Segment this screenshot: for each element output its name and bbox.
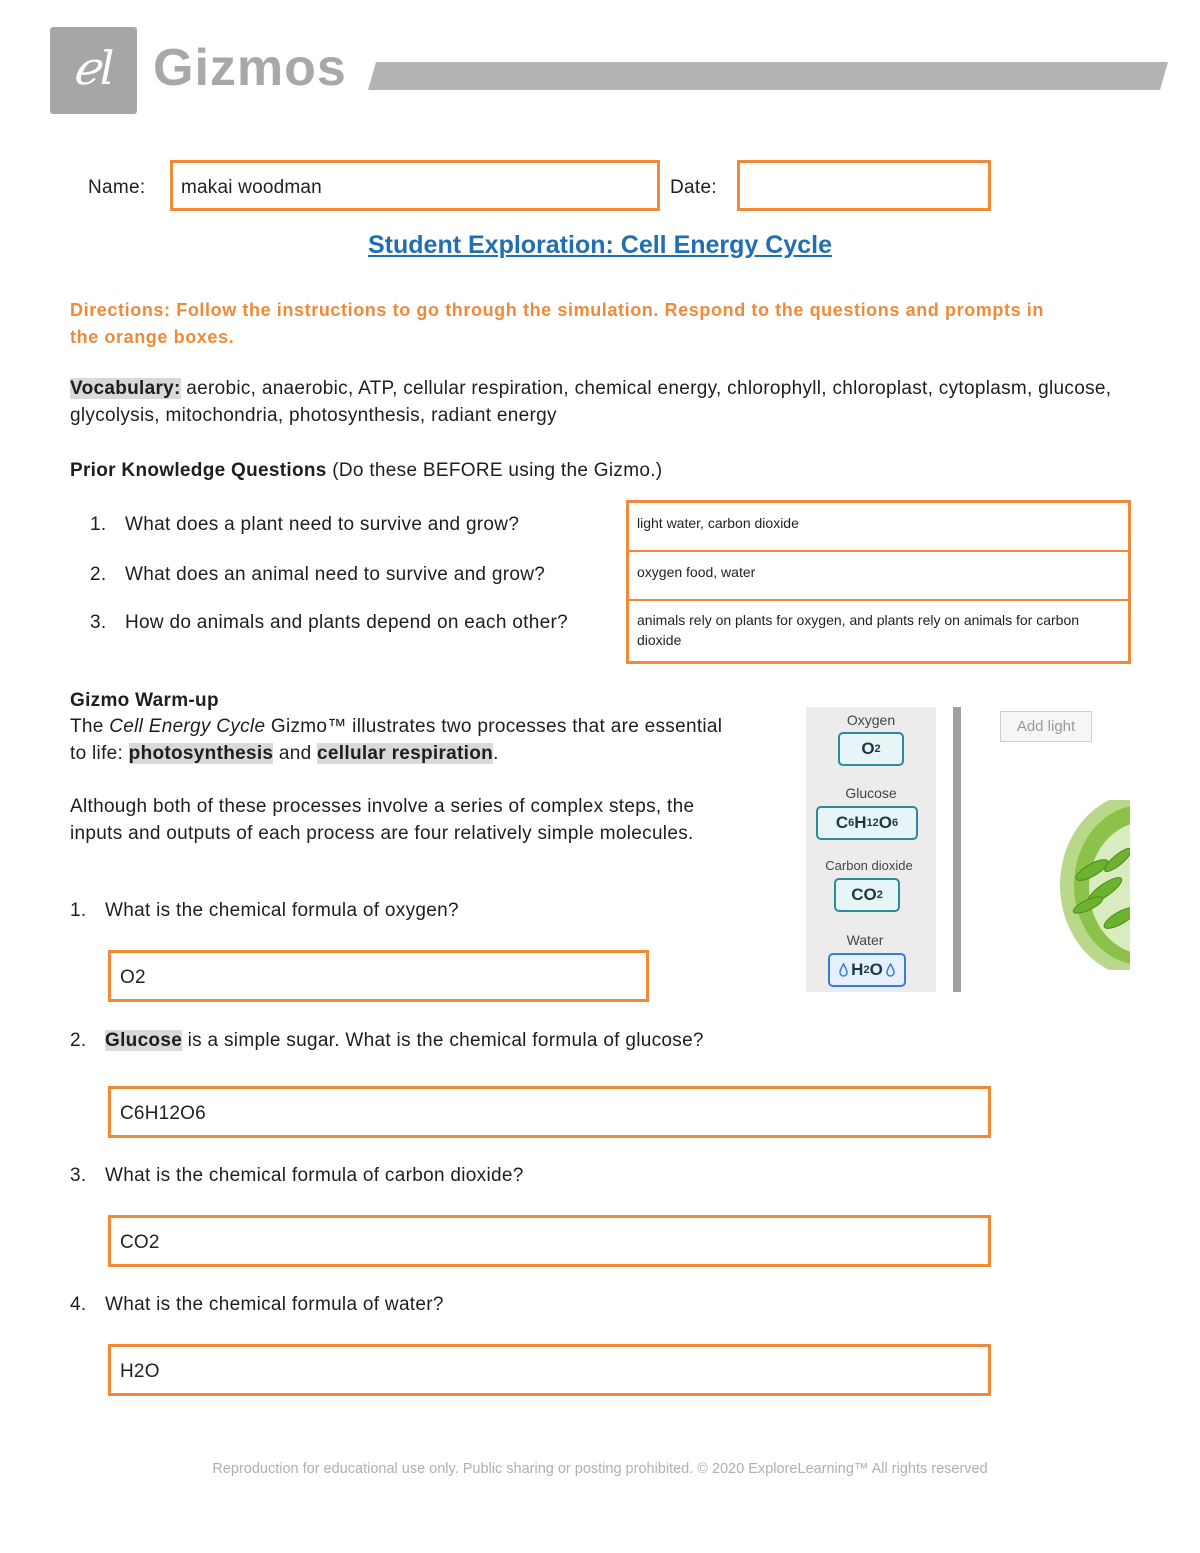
term-cellular-respiration: cellular respiration [317,743,494,764]
vocabulary-terms: aerobic, anaerobic, ATP, cellular respiration, chemical energy, chlorophyll, chloroplast, cytoplasm, glucose, glycolysis, mitochondria, photosynthesis, radiant energy [70,378,1112,426]
wq3-text: What is the chemical formula of carbon dioxide? [105,1165,524,1186]
droplet-icon [886,963,895,977]
date-label: Date: [670,177,717,198]
brand-name: Gizmos [153,39,347,97]
pk-answer-1[interactable]: light water, carbon dioxide [629,503,1128,552]
warmup-intro-mid: Gizmo™ illustrates two processes that are essential to life: [70,716,723,764]
wq3-answer: CO2 [120,1232,160,1253]
wq2-num: 2. [70,1030,87,1051]
name-label: Name: [88,177,146,198]
co2-symbol: CO [851,885,877,904]
pk-q1-num: 1. [90,514,107,535]
wq1-text: What is the chemical formula of oxygen? [105,900,459,921]
wq1-answer: O2 [120,967,146,988]
wq2-answer-box[interactable] [108,1086,991,1138]
warmup-end: . [493,743,499,764]
pk-q3-num: 3. [90,612,107,633]
vocabulary-label: Vocabulary: [70,378,181,399]
warmup-and: and [273,743,318,764]
warmup-paragraph: Although both of these processes involve a series of complex steps, the inputs and outputs of each process are four relatively simple molecules. [70,796,695,844]
logo-glyph: ℯl [72,41,115,95]
logo-tile [50,27,137,114]
wq4-answer-box[interactable] [108,1344,991,1396]
pk-answer-2[interactable]: oxygen food, water [629,552,1128,601]
glucose-c: C [835,813,849,832]
name-value: makai woodman [181,177,322,198]
warmup-intro-italic: Cell Energy Cycle [109,716,266,737]
glucose-c-sub: 6 [848,817,855,829]
term-photosynthesis: photosynthesis [128,743,274,764]
pk-q2-text: What does an animal need to survive and grow? [125,564,546,585]
prior-knowledge-answers [626,500,1131,664]
prior-knowledge-heading [70,457,662,484]
wq3-answer-box[interactable] [108,1215,991,1267]
warmup-intro [70,713,730,767]
co2-label: Carbon dioxide [825,858,913,873]
footer-copyright: Reproduction for educational use only. Public sharing or posting prohibited. © 2020 ExploreLearning™ All rights reserved [212,1461,988,1477]
oxygen-button[interactable] [838,732,904,766]
prior-knowledge-note: (Do these BEFORE using the Gizmo.) [332,460,663,481]
prior-knowledge-title: Prior Knowledge Questions [70,460,327,481]
co2-button[interactable] [834,878,900,912]
pk-q1-text: What does a plant need to survive and grow? [125,514,520,535]
water-o: O [869,960,883,979]
pk-q3-text: How do animals and plants depend on each other? [125,612,568,633]
pk-q2-num: 2. [90,564,107,585]
header-bar [368,60,1168,92]
water-h: H [851,960,864,979]
date-field[interactable] [737,160,991,211]
glucose-h-sub: 12 [866,817,879,829]
glucose-h: H [854,813,867,832]
wq4-answer: H2O [120,1361,160,1382]
add-light-button[interactable]: Add light [1000,711,1092,742]
wq4-text: What is the chemical formula of water? [105,1294,444,1315]
chloroplast-image [1030,800,1130,970]
oxygen-label: Oxygen [846,712,896,728]
panel-divider [953,707,961,992]
pk-answer-3[interactable]: animals rely on plants for oxygen, and plants rely on animals for carbon dioxide [637,612,1080,648]
wq1-answer-box[interactable] [108,950,649,1002]
water-label: Water [846,932,884,948]
wq3-num: 3. [70,1165,87,1186]
directions: Directions: Follow the instructions to go through the simulation. Respond to the questions and prompts in the orange boxes. [70,300,1044,347]
wq4-num: 4. [70,1294,87,1315]
term-glucose: Glucose [105,1030,183,1051]
warmup-heading: Gizmo Warm-up [70,690,219,711]
wq2-answer: C6H12O6 [120,1103,206,1124]
oxygen-subscript: 2 [874,743,881,755]
droplet-icon [839,963,848,977]
oxygen-symbol: O [861,739,875,758]
warmup-intro-pre: The [70,716,110,737]
wq2-text [105,1030,704,1052]
water-subscript: 2 [863,964,870,976]
glucose-label: Glucose [845,785,897,801]
glucose-o: O [878,813,893,832]
water-button[interactable] [828,953,906,987]
glucose-o-sub: 6 [892,817,899,829]
co2-subscript: 2 [876,889,883,901]
glucose-button[interactable] [816,806,918,840]
wq1-num: 1. [70,900,87,921]
gizmo-molecule-panel [806,707,936,992]
page-title: Student Exploration: Cell Energy Cycle [368,231,832,259]
wq2-text-rest: is a simple sugar. What is the chemical formula of glucose? [182,1030,704,1051]
name-field[interactable] [170,160,660,211]
vocabulary [70,375,1135,429]
